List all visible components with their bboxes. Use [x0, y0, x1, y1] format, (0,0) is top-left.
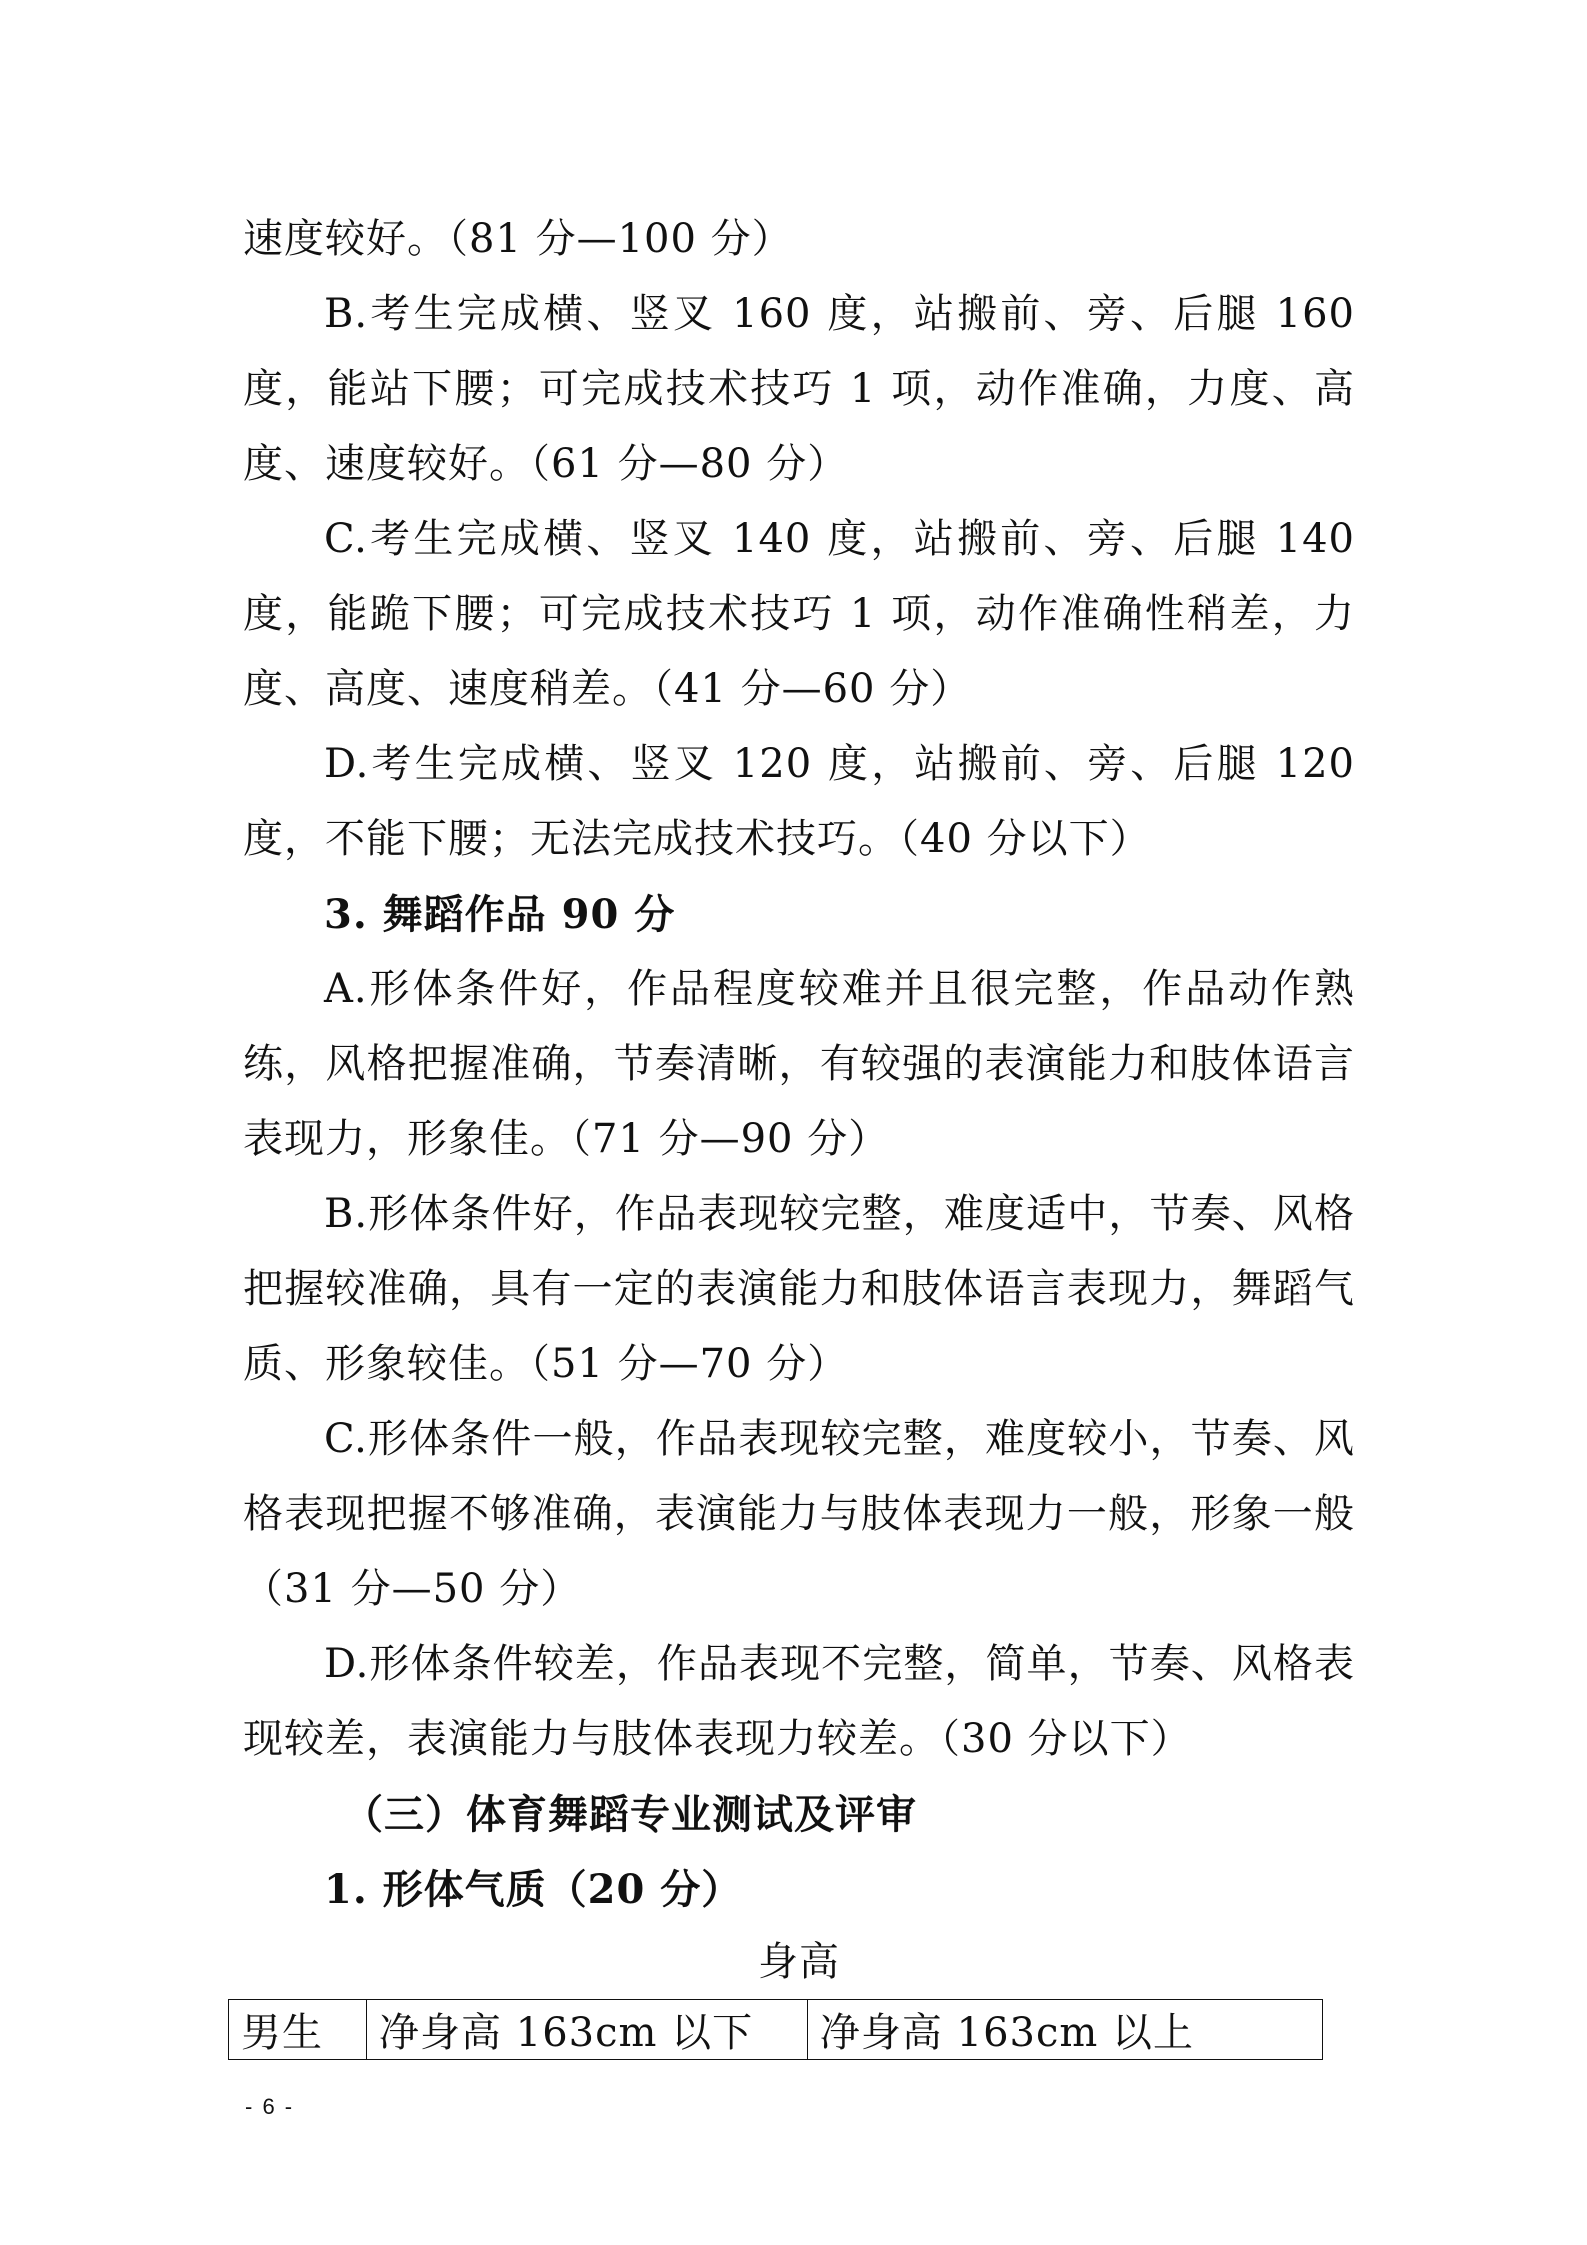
table-cell: 净身高 163cm 以上	[807, 2000, 1322, 2060]
paragraph: D.考生完成横、竖叉 120 度，站搬前、旁、后腿 120 度，不能下腰；无法完成技术技巧。（40 分以下）	[243, 741, 1355, 862]
paragraph: C.形体条件一般，作品表现较完整，难度较小，节奏、风格表现把握不够准确，表演能力与肢体表现力一般，形象一般（31 分—50 分）	[243, 1416, 1355, 1612]
height-table	[228, 1999, 1323, 2060]
section-heading: 1. 形体气质（20 分）	[324, 1866, 743, 1913]
table-cell: 净身高 163cm 以下	[367, 2000, 808, 2060]
table-title: 身高	[758, 1939, 840, 1985]
table-row	[229, 2000, 1323, 2060]
paragraph: B.形体条件好，作品表现较完整，难度适中，节奏、风格把握较准确，具有一定的表演能力和肢体语言表现力，舞蹈气质、形象较佳。（51 分—70 分）	[243, 1191, 1355, 1387]
paragraph: C.考生完成横、竖叉 140 度，站搬前、旁、后腿 140 度，能跪下腰；可完成技术技巧 1 项，动作准确性稍差，力度、高度、速度稍差。（41 分—60 分）	[243, 516, 1355, 712]
document-body	[243, 202, 1355, 1927]
page-number: - 6 -	[245, 2094, 295, 2119]
paragraph: 速度较好。（81 分—100 分）	[243, 216, 793, 262]
table-cell: 男生	[229, 2000, 367, 2060]
paragraph: A.形体条件好，作品程度较难并且很完整，作品动作熟练，风格把握准确，节奏清晰，有较强的表演能力和肢体语言表现力，形象佳。（71 分—90 分）	[243, 966, 1355, 1162]
paragraph: D.形体条件较差，作品表现不完整，简单，节奏、风格表现较差，表演能力与肢体表现力较差。（30 分以下）	[243, 1641, 1355, 1762]
paragraph: B.考生完成横、竖叉 160 度，站搬前、旁、后腿 160 度，能站下腰；可完成技术技巧 1 项，动作准确，力度、高度、速度较好。（61 分—80 分）	[243, 291, 1355, 487]
section-heading: （三）体育舞蹈专业测试及评审	[343, 1791, 917, 1838]
height-table-body	[229, 2000, 1323, 2060]
section-heading: 3. 舞蹈作品 90 分	[324, 891, 676, 938]
